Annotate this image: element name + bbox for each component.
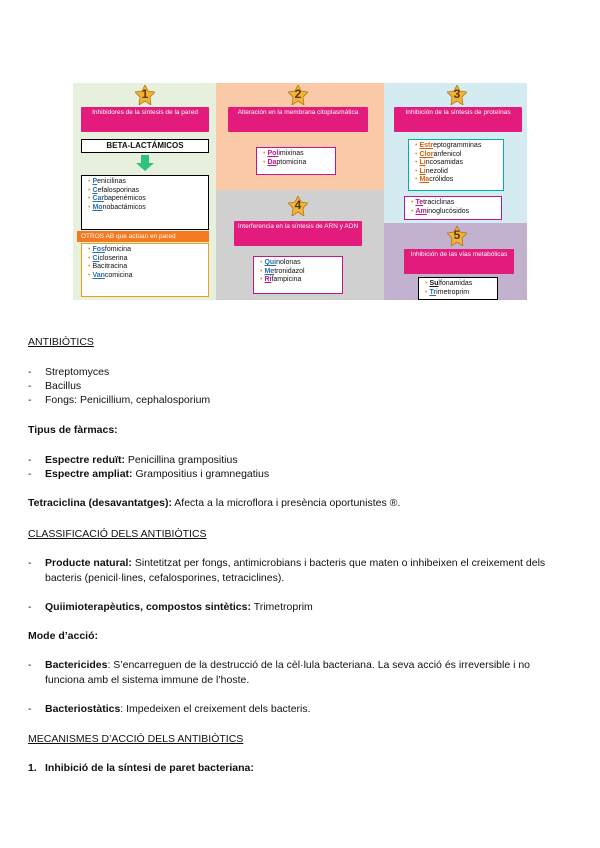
mechanism-1-title: Inhibició de la síntesi de paret bacteriana: xyxy=(45,762,254,774)
list-item: • Penicilinas xyxy=(88,178,126,185)
source-item: Bacillus xyxy=(45,380,82,392)
bullet-dash: - xyxy=(28,394,32,406)
list-item: • Quinolonas xyxy=(260,259,301,266)
natural-product-line-2: bacteris (penicil·lines, cefalosporines, tetraciclines). xyxy=(45,572,285,584)
list-item: • Tetraciclinas xyxy=(411,199,455,206)
bacteriostatics: Bacteriostàtics: Impedeixen el creixement dels bacteris. xyxy=(45,703,311,715)
list-item: • Fosfomicina xyxy=(88,246,131,253)
bactericides-line-1: Bactericides: S’encarreguen de la destrucció de la cèl·lula bacteriana. La seva acció és irreversible i no xyxy=(45,659,531,671)
nucleic-acid-list xyxy=(253,256,343,294)
antibiotics-heading: ANTIBIÒTICS xyxy=(28,336,94,348)
bullet-dash: - xyxy=(28,380,32,392)
type-item: Espectre ampliat: Grampositius i gramnegatius xyxy=(45,468,270,480)
list-item: • Carbapenémicos xyxy=(88,195,146,203)
list-item: • Linezolid xyxy=(415,167,448,175)
classification-heading: CLASSIFICACIÓ DELS ANTIBIÒTICS xyxy=(28,528,207,540)
number-4-star-icon: 4 xyxy=(288,196,308,216)
protein-synthesis-list xyxy=(408,139,504,191)
panel-5-header: Inhibición de las vías metabólicas xyxy=(404,249,514,274)
panel-4-header: Interferencia en la síntesis de ARN y ADN xyxy=(234,221,362,246)
number-1-star-icon: 1 xyxy=(135,85,155,105)
list-item: • Metronidazol xyxy=(260,267,305,275)
list-item: • Vancomicina xyxy=(88,271,133,279)
green-arrow-icon xyxy=(135,155,155,171)
list-item: • Estreptogramminas xyxy=(415,142,482,149)
bullet-dash: - xyxy=(28,659,32,671)
other-ab-label: OTROS AB que actúan en pared xyxy=(77,231,209,242)
beta-lactam-list xyxy=(81,175,209,230)
list-item: • Polimixinas xyxy=(263,150,304,157)
list-item: • Daptomicina xyxy=(263,158,307,166)
list-item: • Macrólidos xyxy=(415,176,454,184)
antibiotic-mechanisms-figure xyxy=(73,83,527,300)
bactericides-line-2: funciona amb el sistema immune de l’hoste. xyxy=(45,674,250,686)
bullet-dash: - xyxy=(28,468,32,480)
panel-1-header: Inhibidores de la síntesis de la pared xyxy=(81,107,209,132)
list-item: • Sulfonamidas xyxy=(425,280,473,287)
bullet-dash: - xyxy=(28,601,32,613)
list-item: • Trimetroprim xyxy=(425,288,470,296)
list-item: • Aminoglucósidos xyxy=(411,207,470,215)
tetracycline-note: Tetraciclina (desavantatges): Afecta a la microflora i presència oportunistes ®. xyxy=(28,497,401,509)
number-2-star-icon: 2 xyxy=(288,85,308,105)
drug-types-heading: Tipus de fàrmacs: xyxy=(28,424,118,436)
mechanisms-heading: MECANISMES D’ACCIÓ DELS ANTIBIÒTICS xyxy=(28,733,244,745)
membrane-list xyxy=(256,147,336,175)
number-3-star-icon: 3 xyxy=(447,85,467,105)
list-item: • Cefalosporinas xyxy=(88,186,140,194)
bullet-dash: - xyxy=(28,454,32,466)
list-item: • Rifampicina xyxy=(260,276,302,284)
type-item: Espectre reduït: Penicillina grampositius xyxy=(45,454,238,466)
natural-product-line-1: Producte natural: Sintetitzat per fongs, antimicrobians i bacteris que maten o inhibeixen el creixement dels xyxy=(45,557,546,569)
other-ab-list xyxy=(81,243,209,297)
list-item: • Lincosamidas xyxy=(415,159,464,167)
list-item: • Monobactámicos xyxy=(88,203,146,211)
mechanism-1-number: 1. xyxy=(28,762,37,774)
list-item: • Bacitracina xyxy=(88,263,128,271)
bullet-dash: - xyxy=(28,703,32,715)
bullet-dash: - xyxy=(28,557,32,569)
beta-lactam-label: BETA-LACTÁMICOS xyxy=(81,139,209,153)
source-item: Fongs: Penicillium, cephalosporium xyxy=(45,394,211,406)
mode-of-action-heading: Mode d’acció: xyxy=(28,630,99,642)
protein-synthesis-list-b xyxy=(404,196,502,220)
number-5-star-icon: 5 xyxy=(447,226,467,246)
panel-3-header: Inhibición de la síntesis de proteínas xyxy=(394,107,522,132)
panel-2-header: Alteración en la membrana citoplasmática xyxy=(228,107,368,132)
source-item: Streptomyces xyxy=(45,366,110,378)
synthetic-compounds: Quiimioterapèutics, compostos sintètics: Trimetroprim xyxy=(45,601,313,613)
list-item: • Cloranfenicol xyxy=(415,150,462,158)
bullet-dash: - xyxy=(28,366,32,378)
list-item: • Cicloserina xyxy=(88,254,128,262)
metabolic-pathway-list xyxy=(418,277,498,300)
